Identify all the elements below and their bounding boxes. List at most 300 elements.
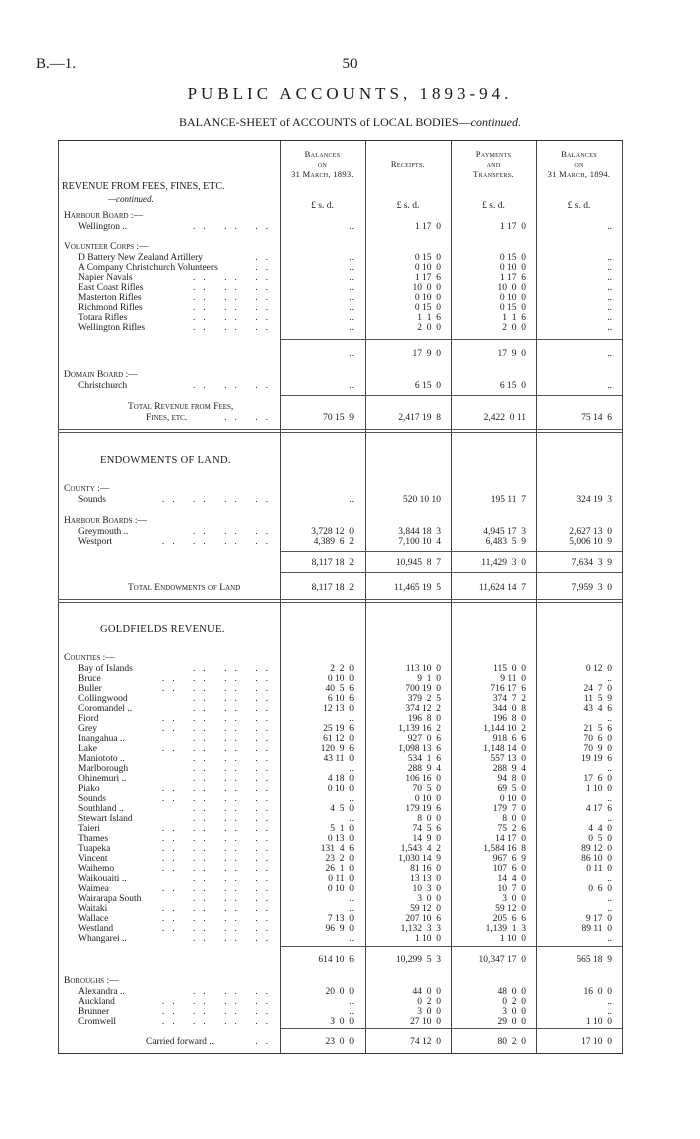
amount-a: .. (349, 1007, 354, 1017)
amount-c: 9 11 0 (500, 674, 526, 684)
amount-c: 14 4 0 (497, 874, 526, 884)
group-heading: Harbour Boards :— (64, 516, 147, 526)
leader-dots: .. .. .. (193, 273, 276, 283)
row-label: Marlborough (78, 764, 129, 774)
leader-dots: .. .. .. (193, 527, 276, 537)
amount-a: .. (349, 293, 354, 303)
amount-c: 344 0 8 (492, 704, 526, 714)
row-label: Waimea (78, 884, 109, 894)
amount-c: 1,139 1 3 (485, 924, 526, 934)
amount-b: 1 17 0 (414, 222, 441, 232)
leader-dots: .. .. .. .. (161, 684, 276, 694)
amount-a: 70 15 9 (323, 413, 354, 423)
leader-dots: .. .. .. (193, 694, 276, 704)
header-payments-line3: Transfers. (473, 169, 514, 179)
amount-a: 61 12 0 (323, 734, 354, 744)
amount-d: 89 12 0 (581, 844, 612, 854)
group-heading: Counties :— (64, 653, 115, 663)
double-rule (58, 429, 622, 433)
amount-a: 2 2 0 (330, 664, 354, 674)
row-label: Vincent (78, 854, 108, 864)
row-label: Grey (78, 724, 97, 734)
amount-b: 3 0 0 (417, 1007, 441, 1017)
amount-d: 17 6 0 (583, 774, 612, 784)
leader-dots: .. .. .. .. (161, 864, 276, 874)
leader-dots: .. .. .. (193, 734, 276, 744)
amount-b: 11,465 19 5 (393, 583, 441, 593)
amount-d: 5,006 10 9 (569, 537, 612, 547)
amount-c: 6,483 5 9 (485, 537, 526, 547)
amount-b: 0 15 0 (414, 253, 441, 263)
amount-a: 614 10 6 (318, 955, 354, 965)
column-rule-right (622, 141, 623, 1053)
page-number: 50 (342, 56, 358, 72)
amount-b: 10 3 0 (412, 884, 441, 894)
row-label: Buller (78, 684, 102, 694)
leader-dots: .. .. .. (193, 814, 276, 824)
header-balances-1894 (536, 149, 622, 179)
row-label: Westport (78, 537, 113, 547)
amount-c: 195 11 7 (490, 495, 526, 505)
amount-b: 196 8 0 (407, 714, 441, 724)
leader-dots: .. .. .. (193, 313, 276, 323)
row-label: Cromwell (78, 1017, 116, 1027)
group-heading: Boroughs :— (64, 976, 119, 986)
amount-d: 16 0 0 (583, 987, 612, 997)
amount-d: 89 11 0 (581, 924, 612, 934)
amount-d: .. (607, 1007, 612, 1017)
leader-dots: .. .. .. (193, 754, 276, 764)
amount-d: .. (607, 222, 612, 232)
amount-d: .. (607, 253, 612, 263)
amount-b: 1,030 14 9 (398, 854, 441, 864)
amount-c: 2 0 0 (502, 323, 526, 333)
amount-d: .. (607, 303, 612, 313)
units-payments: £ s. d. (482, 201, 505, 211)
amount-c: 115 0 0 (493, 664, 526, 674)
amount-c: 10 0 0 (497, 283, 526, 293)
amount-b: 0 10 0 (414, 794, 441, 804)
amount-d: .. (607, 313, 612, 323)
amount-c: 716 17 6 (490, 684, 526, 694)
amount-d: .. (607, 934, 612, 944)
amount-b: 70 5 0 (412, 784, 441, 794)
leader-dots: .. (255, 253, 276, 263)
row-label: Brunner (78, 1007, 110, 1017)
row-label: Wellington Rifles (78, 323, 146, 333)
leader-dots: .. .. .. .. (161, 904, 276, 914)
amount-a: 4 5 0 (330, 804, 354, 814)
amount-b: 113 10 0 (405, 664, 441, 674)
amount-b: 7,100 10 4 (398, 537, 441, 547)
amount-b: 9 1 0 (417, 674, 441, 684)
amount-a: 0 10 0 (327, 784, 354, 794)
total-rule (280, 339, 622, 340)
group-heading: County :— (64, 484, 110, 494)
leader-dots: .. .. .. (193, 764, 276, 774)
leader-dots: .. .. .. (193, 283, 276, 293)
amount-b: 17 9 0 (412, 349, 441, 359)
amount-c: 918 6 6 (492, 734, 526, 744)
leader-dots: .. .. .. .. (161, 744, 276, 754)
units-balances-1894: £ s. d. (567, 201, 591, 211)
amount-a: 8,117 18 2 (311, 558, 354, 568)
row-label: East Coast Rifles (78, 283, 144, 293)
amount-b: 59 12 0 (410, 904, 441, 914)
row-label: Inangahua .. (78, 734, 125, 744)
amount-c: 75 2 6 (497, 824, 526, 834)
amount-a: 25 19 6 (323, 724, 354, 734)
section-title: ENDOWMENTS OF LAND. (100, 455, 231, 466)
row-label: Sounds (78, 495, 106, 505)
total-rule (280, 1028, 622, 1029)
amount-a: 12 13 0 (323, 704, 354, 714)
row-label: Stewart Island (78, 814, 133, 824)
total-rule (280, 572, 622, 573)
amount-b: 288 9 4 (407, 764, 441, 774)
amount-d: 21 5 6 (583, 724, 612, 734)
amount-a: .. (349, 764, 354, 774)
amount-b: 520 10 10 (403, 495, 441, 505)
amount-a: 3 0 0 (330, 1017, 354, 1027)
leader-dots: .. .. .. .. (161, 854, 276, 864)
row-label: Total Revenue from Fees, (128, 402, 234, 412)
amount-b: 179 19 6 (405, 804, 441, 814)
amount-b: 44 0 0 (412, 987, 441, 997)
amount-a: .. (349, 997, 354, 1007)
section-title: GOLDFIELDS REVENUE. (100, 624, 225, 635)
total-rule (280, 395, 622, 396)
amount-d: 0 6 0 (588, 884, 612, 894)
leader-dots: .. .. .. (193, 664, 276, 674)
amount-b: 14 9 0 (412, 834, 441, 844)
subtitle-continued: continued. (470, 115, 521, 129)
leader-dots: .. (255, 263, 276, 273)
row-label: Fines, etc. (146, 413, 188, 423)
leader-dots: .. (255, 1037, 276, 1047)
header-balances-1894-line1: Balances (561, 149, 597, 159)
leader-dots: .. .. .. (193, 303, 276, 313)
amount-b: 927 0 6 (407, 734, 441, 744)
row-label: Maniototo .. (78, 754, 125, 764)
header-balances-1893-line3: 31 March, 1893. (291, 169, 354, 179)
amount-c: 1,584 16 8 (483, 844, 526, 854)
leader-dots: .. .. .. .. (161, 1017, 276, 1027)
column-rule-left (58, 141, 59, 1053)
row-label: Masterton Rifles (78, 293, 142, 303)
amount-a: 20 0 0 (325, 987, 354, 997)
amount-a: 120 9 6 (320, 744, 354, 754)
amount-c: 10 7 0 (497, 884, 526, 894)
amount-c: 205 6 6 (492, 914, 526, 924)
amount-d: 4 4 0 (588, 824, 612, 834)
amount-d: .. (607, 794, 612, 804)
amount-c: 196 8 0 (492, 714, 526, 724)
amount-b: 81 16 0 (410, 864, 441, 874)
amount-d: 1 10 0 (585, 784, 612, 794)
leader-dots: .. .. .. (193, 894, 276, 904)
amount-d: 70 6 0 (583, 734, 612, 744)
amount-c: 29 0 0 (497, 1017, 526, 1027)
amount-d: 24 7 0 (583, 684, 612, 694)
row-label: D Battery New Zealand Artillery (78, 253, 204, 263)
amount-a: 5 1 0 (330, 824, 354, 834)
revenue-heading-continued: —continued. (108, 194, 154, 204)
row-label: A Company Christchurch Volunteers (78, 263, 218, 273)
row-label: Fiord (78, 714, 99, 724)
row-label: Wairarapa South (78, 894, 142, 904)
amount-a: 4 18 0 (327, 774, 354, 784)
leader-dots: .. .. .. .. (161, 914, 276, 924)
row-label: Taieri (78, 824, 101, 834)
row-label: Piako (78, 784, 100, 794)
amount-b: 13 13 0 (410, 874, 441, 884)
amount-b: 6 15 0 (414, 381, 441, 391)
leader-dots: .. .. .. (193, 381, 276, 391)
amount-d: 1 10 0 (585, 1017, 612, 1027)
amount-a: .. (349, 495, 354, 505)
row-label: Wellington .. (78, 222, 128, 232)
amount-a: .. (349, 904, 354, 914)
amount-b: 2,417 19 8 (398, 413, 441, 423)
amount-a: .. (349, 381, 354, 391)
amount-c: 11,429 3 0 (481, 558, 526, 568)
amount-d: .. (607, 381, 612, 391)
amount-c: 0 15 0 (499, 303, 526, 313)
amount-a: 26 1 0 (325, 864, 354, 874)
amount-b: 1,132 3 3 (400, 924, 441, 934)
header-receipts (365, 159, 451, 169)
amount-d: 4 17 6 (585, 804, 612, 814)
amount-c: 0 15 0 (499, 253, 526, 263)
header-payments (451, 149, 536, 179)
amount-b: 10,945 8 7 (395, 558, 441, 568)
amount-d: .. (607, 293, 612, 303)
leader-dots: .. .. .. (193, 987, 276, 997)
row-label: Waikouaiti .. (78, 874, 127, 884)
amount-b: 106 16 0 (405, 774, 441, 784)
amount-c: 4,945 17 3 (483, 527, 526, 537)
amount-c: 80 2 0 (497, 1037, 526, 1047)
amount-c: 1,144 10 2 (483, 724, 526, 734)
amount-b: 1,543 4 2 (400, 844, 441, 854)
amount-c: 17 9 0 (497, 349, 526, 359)
leader-dots: .. .. .. .. (161, 495, 276, 505)
amount-b: 8 0 0 (417, 814, 441, 824)
header-balances-1894-line3: 31 March, 1894. (547, 169, 611, 179)
header-balances-1893-line1: Balances (304, 149, 341, 159)
subtitle-main: BALANCE-SHEET of ACCOUNTS of LOCAL BODIES— (179, 115, 471, 129)
amount-b: 1,098 13 6 (398, 744, 441, 754)
amount-d: .. (607, 273, 612, 283)
total-rule (280, 946, 622, 947)
header-payments-line2: and (486, 159, 501, 169)
amount-b: 3 0 0 (417, 894, 441, 904)
amount-d: .. (607, 764, 612, 774)
amount-a: .. (349, 253, 354, 263)
amount-d: 565 18 9 (576, 955, 612, 965)
amount-c: 0 10 0 (499, 794, 526, 804)
amount-a: 23 0 0 (325, 1037, 354, 1047)
row-label: Ohinemuri .. (78, 774, 127, 784)
total-rule (280, 551, 622, 552)
amount-d: 11 5 9 (583, 694, 612, 704)
amount-d: 2,627 13 0 (569, 527, 612, 537)
amount-c: 1 17 0 (499, 222, 526, 232)
amount-a: 0 10 0 (327, 674, 354, 684)
leader-dots: .. .. .. (193, 774, 276, 784)
row-label: Waihemo (78, 864, 115, 874)
leader-dots: .. .. .. (193, 323, 276, 333)
amount-d: .. (607, 894, 612, 904)
leader-dots: .. .. .. (193, 934, 276, 944)
amount-a: .. (349, 303, 354, 313)
amount-c: 8 0 0 (502, 814, 526, 824)
leader-dots: .. .. (224, 413, 276, 423)
amount-c: 94 8 0 (497, 774, 526, 784)
header-balances-1893 (280, 149, 365, 179)
leader-dots: .. .. .. .. (161, 924, 276, 934)
leader-dots: .. .. .. (193, 704, 276, 714)
sessional-paper-reference: B.—1. (36, 56, 77, 72)
amount-a: .. (349, 323, 354, 333)
amount-d: .. (607, 323, 612, 333)
amount-b: 1 17 6 (414, 273, 441, 283)
amount-a: .. (349, 273, 354, 283)
leader-dots: .. .. .. (193, 874, 276, 884)
amount-c: 1 10 0 (499, 934, 526, 944)
amount-b: 0 10 0 (414, 263, 441, 273)
amount-a: 0 13 0 (327, 834, 354, 844)
amount-d: 324 19 3 (576, 495, 612, 505)
amount-c: 967 6 9 (492, 854, 526, 864)
amount-a: .. (349, 313, 354, 323)
row-label: Total Endowments of Land (128, 583, 241, 593)
units-balances-1893: £ s. d. (311, 201, 334, 211)
leader-dots: .. .. .. (193, 804, 276, 814)
row-label: Waitaki (78, 904, 108, 914)
group-heading: Volunteer Corps :— (64, 242, 149, 252)
amount-b: 1,139 16 2 (398, 724, 441, 734)
amount-a: .. (349, 894, 354, 904)
balance-sheet-table (58, 140, 623, 1054)
amount-c: 1,148 14 0 (483, 744, 526, 754)
header-balances-1893-line2: on (317, 159, 328, 169)
leader-dots: .. .. .. .. (161, 794, 276, 804)
amount-a: 96 9 0 (325, 924, 354, 934)
amount-d: .. (607, 349, 612, 359)
amount-c: 1 1 6 (502, 313, 526, 323)
amount-a: 0 10 0 (327, 884, 354, 894)
leader-dots: .. .. .. .. (161, 537, 276, 547)
leader-dots: .. .. .. .. (161, 844, 276, 854)
amount-a: 8,117 18 2 (311, 583, 354, 593)
amount-c: 10,347 17 0 (478, 955, 526, 965)
leader-dots: .. .. .. .. (161, 784, 276, 794)
amount-b: 1 1 6 (417, 313, 441, 323)
amount-d: 7,959 3 0 (571, 583, 612, 593)
amount-c: 288 9 4 (492, 764, 526, 774)
header-receipts-line1: Receipts. (390, 159, 426, 169)
row-label: Whangarei .. (78, 934, 127, 944)
amount-c: 59 12 0 (495, 904, 526, 914)
amount-a: 3,728 12 0 (311, 527, 354, 537)
amount-c: 14 17 0 (495, 834, 526, 844)
amount-b: 207 10 6 (405, 914, 441, 924)
row-label: Wallace (78, 914, 109, 924)
amount-a: .. (349, 814, 354, 824)
amount-a: 6 10 6 (327, 694, 354, 704)
amount-b: 74 12 0 (410, 1037, 441, 1047)
document-title: PUBLIC ACCOUNTS, 1893-94. (187, 84, 513, 103)
amount-a: .. (349, 222, 354, 232)
amount-a: 40 5 6 (325, 684, 354, 694)
amount-a: .. (349, 263, 354, 273)
amount-c: 0 2 0 (502, 997, 526, 1007)
amount-c: 69 5 0 (497, 784, 526, 794)
amount-c: 48 0 0 (497, 987, 526, 997)
amount-b: 10,299 5 3 (395, 955, 441, 965)
amount-a: 131 4 6 (320, 844, 354, 854)
amount-c: 179 7 0 (492, 804, 526, 814)
leader-dots: .. .. .. .. (161, 714, 276, 724)
amount-a: .. (349, 714, 354, 724)
amount-b: 374 12 2 (405, 704, 441, 714)
amount-b: 0 2 0 (417, 997, 441, 1007)
row-label: Coromandel .. (78, 704, 133, 714)
row-label: Greymouth .. (78, 527, 129, 537)
amount-c: 6 15 0 (499, 381, 526, 391)
amount-a: .. (349, 934, 354, 944)
header-payments-line1: Payments (475, 149, 512, 159)
amount-d: 0 5 0 (588, 834, 612, 844)
amount-d: 7,634 3 9 (571, 558, 612, 568)
row-label: Bruce (78, 674, 101, 684)
amount-d: .. (607, 997, 612, 1007)
leader-dots: .. .. .. .. (161, 834, 276, 844)
amount-b: 0 15 0 (414, 303, 441, 313)
amount-c: 0 10 0 (499, 263, 526, 273)
amount-d: 43 4 6 (583, 704, 612, 714)
row-label: Thames (78, 834, 109, 844)
amount-d: .. (607, 814, 612, 824)
row-label: Totara Rifles (78, 313, 128, 323)
amount-d: 86 10 0 (581, 854, 612, 864)
amount-a: .. (349, 283, 354, 293)
amount-a: 7 13 0 (327, 914, 354, 924)
row-label: Westland (78, 924, 114, 934)
amount-d: 70 9 0 (583, 744, 612, 754)
amount-d: 9 17 0 (585, 914, 612, 924)
amount-b: 700 19 0 (405, 684, 441, 694)
amount-a: 23 2 0 (325, 854, 354, 864)
amount-a: .. (349, 349, 354, 359)
amount-d: 17 10 0 (581, 1037, 612, 1047)
amount-c: 2,422 0 11 (483, 413, 526, 423)
leader-dots: .. .. .. .. (161, 674, 276, 684)
amount-d: 0 11 0 (586, 864, 612, 874)
document-subtitle (0, 115, 700, 130)
amount-d: 0 12 0 (585, 664, 612, 674)
double-rule (58, 599, 622, 603)
row-label: Bay of Islands (78, 664, 133, 674)
amount-c: 107 6 0 (492, 864, 526, 874)
amount-b: 74 5 6 (412, 824, 441, 834)
amount-c: 3 0 0 (502, 1007, 526, 1017)
row-label: Lake (78, 744, 97, 754)
leader-dots: .. .. .. .. (161, 997, 276, 1007)
amount-b: 3,844 18 3 (398, 527, 441, 537)
